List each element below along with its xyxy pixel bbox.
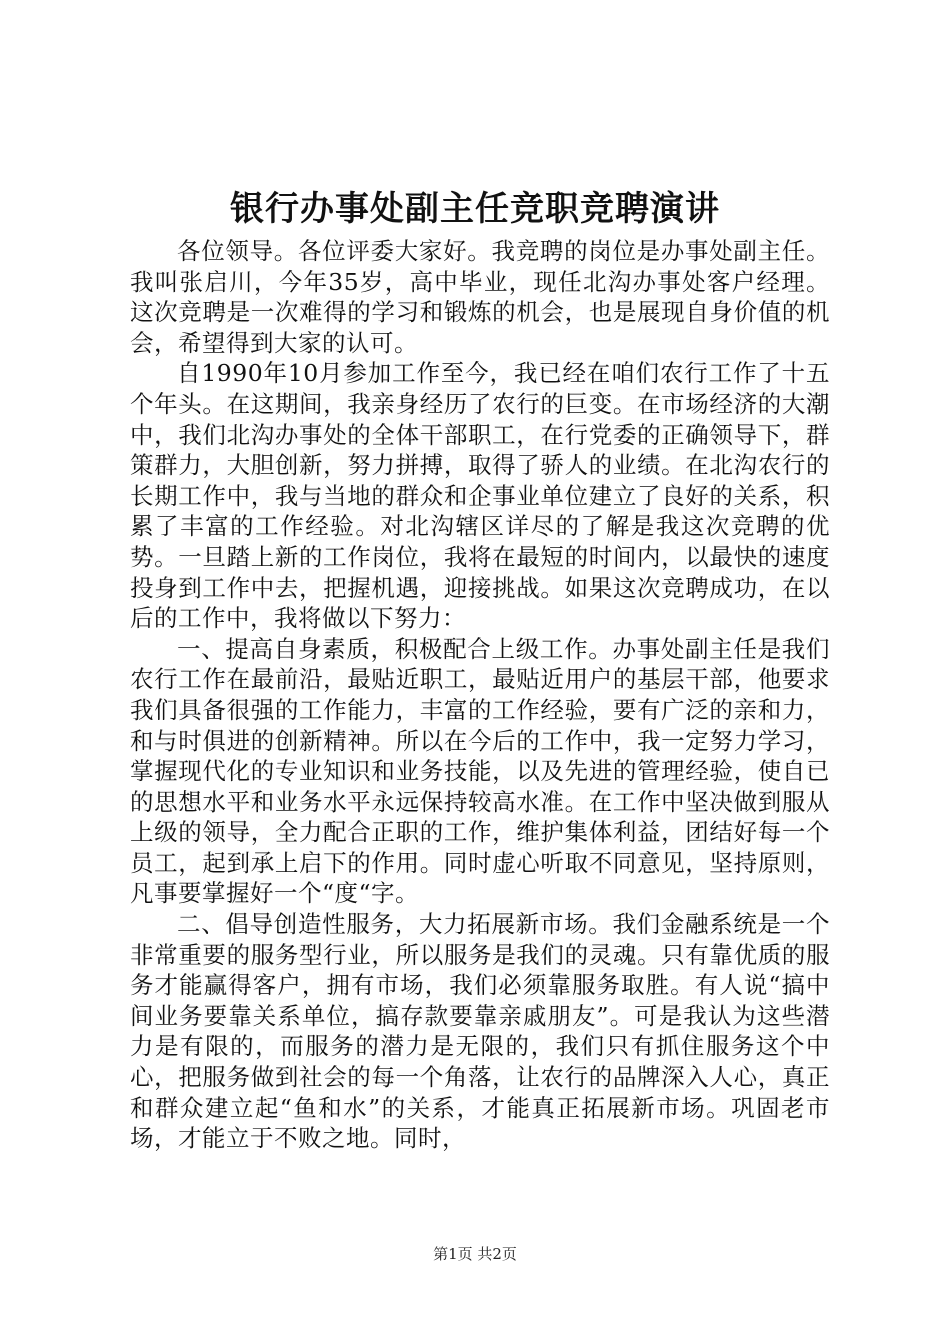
page-number-footer: 第1页 共2页 (433, 1245, 517, 1263)
paragraph-point-one: 一、提高自身素质，积极配合上级工作。办事处副主任是我们农行工作在最前沿，最贴近职工，最贴近用户的基层干部，他要求我们具备很强的工作能力，丰富的工作经验，要有广泛的亲和力，和与时俱进的创新精神。所以在今后的工作中，我一定努力学习，掌握现代化的专业知识和业务技能，以及先进的管理经验，使自已的思想水平和业务水平永远保持较高水准。在工作中坚决做到服从上级的领导，全力配合正职的工作，维护集体利益，团结好每一个员工，起到承上启下的作用。同时虚心听取不同意见，坚持原则，凡事要掌握好一个“度“字。 (130, 634, 830, 908)
paragraph-point-two: 二、倡导创造性服务，大力拓展新市场。我们金融系统是一个非常重要的服务型行业，所以服务是我们的灵魂。只有靠优质的服务才能赢得客户，拥有市场，我们必须靠服务取胜。有人说“搞中间业务要靠关系单位，搞存款要靠亲戚朋友”。可是我认为这些潜力是有限的，而服务的潜力是无限的，我们只有抓住服务这个中心，把服务做到社会的每一个角落，让农行的品牌深入人心，真正和群众建立起“鱼和水”的关系，才能真正拓展新市场。巩固老市场，才能立于不败之地。同时， (130, 910, 830, 1153)
document-title: 银行办事处副主任竞职竞聘演讲 (230, 189, 720, 229)
document-body (130, 236, 830, 1154)
paragraph-intro: 各位领导。各位评委大家好。我竞聘的岗位是办事处副主任。我叫张启川，今年35岁，高中毕业，现任北沟办事处客户经理。这次竞聘是一次难得的学习和锻炼的机会，也是展现自身价值的机会，希望得到大家的认可。 (130, 237, 830, 357)
paragraph-experience: 自1990年10月参加工作至今，我已经在咱们农行工作了十五个年头。在这期间，我亲身经历了农行的巨变。在市场经济的大潮中，我们北沟办事处的全体干部职工，在行党委的正确领导下，群策群力，大胆创新，努力拼搏，取得了骄人的业绩。在北沟农行的长期工作中，我与当地的群众和企事业单位建立了良好的关系，积累了丰富的工作经验。对北沟辖区详尽的了解是我这次竞聘的优势。一旦踏上新的工作岗位，我将在最短的时间内，以最快的速度投身到工作中去，把握机遇，迎接挑战。如果这次竞聘成功，在以后的工作中，我将做以下努力： (130, 359, 830, 633)
